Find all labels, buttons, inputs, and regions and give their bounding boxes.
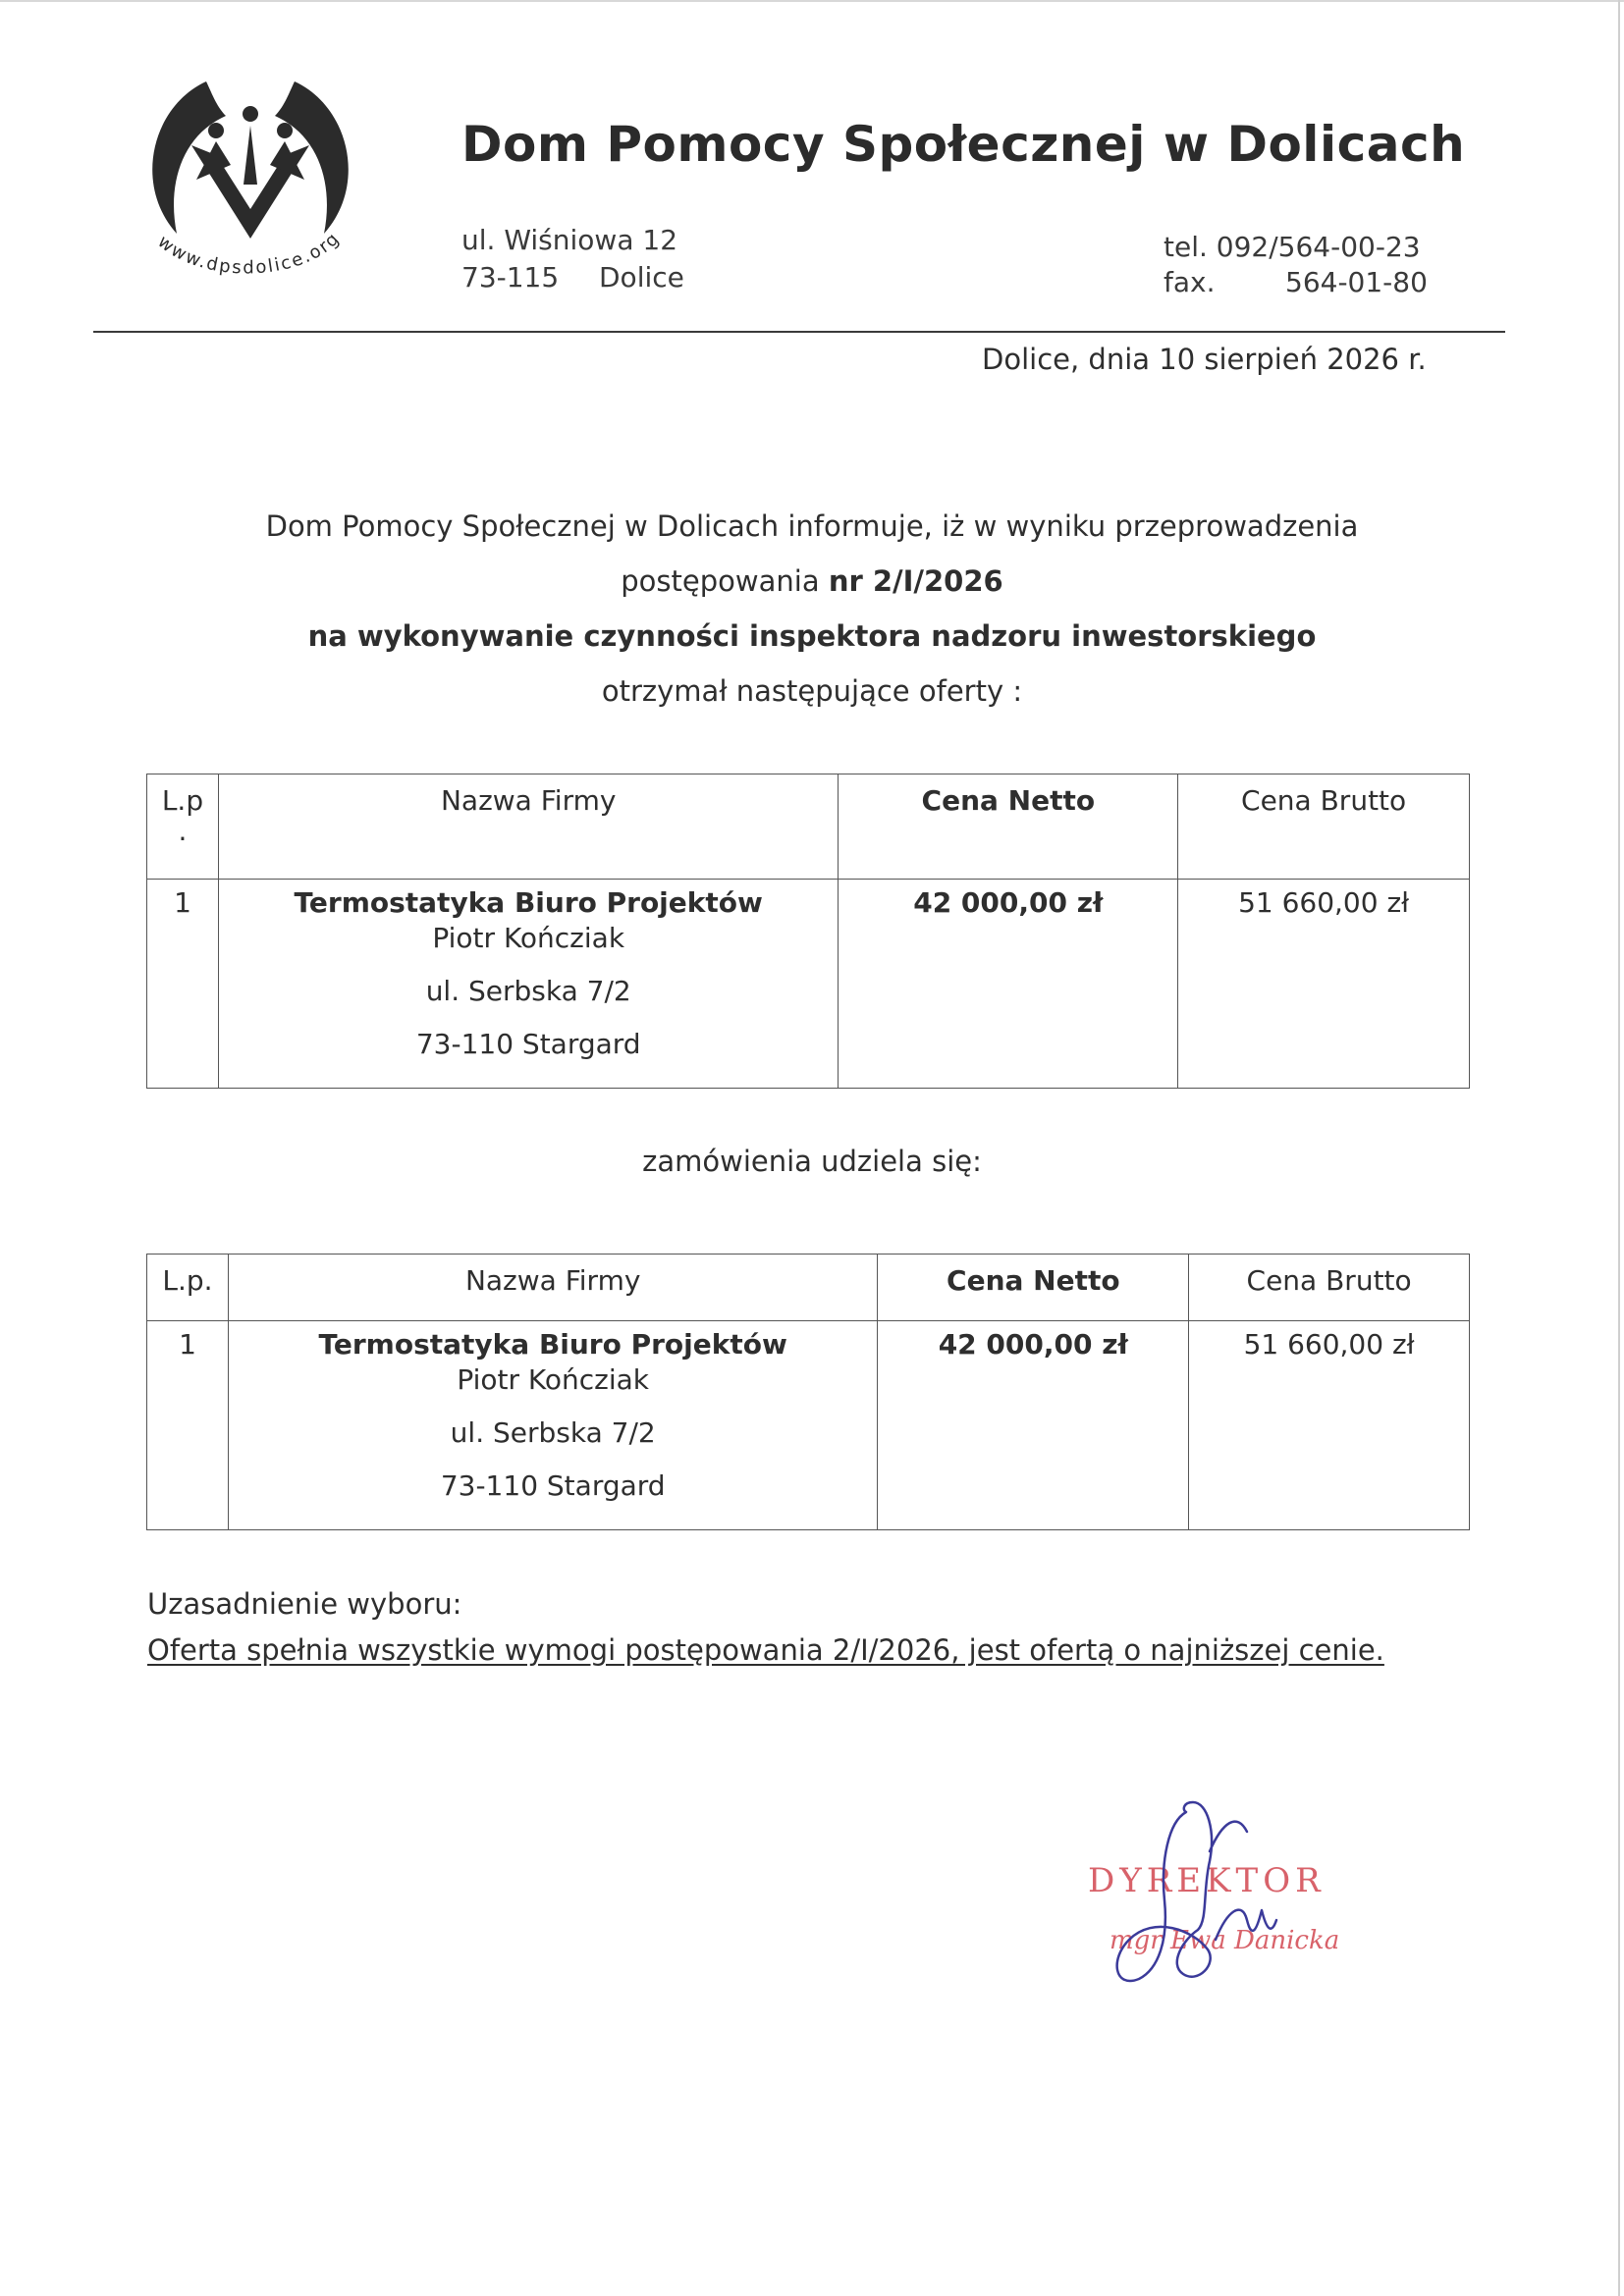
column-header-firm: Nazwa Firmy bbox=[228, 1255, 877, 1321]
organization-contact bbox=[1164, 230, 1428, 300]
address-city: Dolice bbox=[599, 261, 684, 294]
handwritten-signature bbox=[1100, 1792, 1335, 1999]
stamp-title: DYREKTOR bbox=[1088, 1861, 1326, 1900]
firm-street: ul. Serbska 7/2 bbox=[425, 975, 631, 1007]
tel-value: 092/564-00-23 bbox=[1216, 231, 1421, 263]
cell-brutto: 51 660,00 zł bbox=[1189, 1321, 1470, 1530]
intro-procedure-prefix: postępowania bbox=[621, 564, 829, 598]
organization-address bbox=[461, 222, 684, 296]
page-top-edge bbox=[0, 0, 1624, 2]
address-zip: 73-115 bbox=[461, 261, 560, 294]
firm-name: Termostatyka Biuro Projektów bbox=[294, 886, 763, 919]
cell-firm bbox=[228, 1321, 877, 1530]
column-header-brutto: Cena Brutto bbox=[1189, 1255, 1470, 1321]
cell-lp: 1 bbox=[147, 1321, 229, 1530]
offers-table bbox=[146, 774, 1470, 1089]
fax-value: 564-01-80 bbox=[1285, 266, 1428, 298]
column-header-netto: Cena Netto bbox=[839, 774, 1178, 880]
table-row bbox=[147, 880, 1470, 1089]
firm-name: Termostatyka Biuro Projektów bbox=[318, 1328, 787, 1361]
cell-netto: 42 000,00 zł bbox=[839, 880, 1178, 1089]
cell-netto: 42 000,00 zł bbox=[878, 1321, 1189, 1530]
tel-label: tel. bbox=[1164, 231, 1208, 263]
justification-body: Oferta spełnia wszystkie wymogi postępowania 2/I/2026, jest ofertą o najniższej cenie. bbox=[147, 1633, 1384, 1667]
column-header-netto: Cena Netto bbox=[878, 1255, 1189, 1321]
table-row bbox=[147, 1321, 1470, 1530]
column-header-lp: L.p. bbox=[147, 1255, 229, 1321]
logo-url-text: www.dpsdolice.org bbox=[153, 228, 345, 279]
award-intro-text: zamówienia udziela się: bbox=[642, 1145, 982, 1178]
firm-street: ul. Serbska 7/2 bbox=[450, 1416, 656, 1449]
intro-subject: na wykonywanie czynności inspektora nadzoru inwestorskiego bbox=[307, 619, 1317, 653]
address-street: ul. Wiśniowa 12 bbox=[461, 224, 678, 256]
intro-procedure-number: nr 2/I/2026 bbox=[828, 564, 1003, 598]
justification-section bbox=[147, 1584, 1424, 1677]
stamp-name: mgr Ewa Danicka bbox=[1110, 1926, 1340, 1955]
intro-paragraph bbox=[0, 499, 1624, 719]
dps-logo bbox=[137, 77, 363, 307]
firm-owner: Piotr Kończiak bbox=[432, 922, 625, 954]
table-header-row bbox=[147, 774, 1470, 880]
awarded-table bbox=[146, 1254, 1470, 1530]
document-date: Dolice, dnia 10 sierpień 2026 r. bbox=[982, 343, 1427, 376]
intro-line-1: Dom Pomocy Społecznej w Dolicach informuje, iż w wyniku przeprowadzenia bbox=[265, 509, 1359, 543]
firm-owner: Piotr Kończiak bbox=[457, 1363, 650, 1396]
header-divider bbox=[93, 331, 1505, 333]
cell-firm bbox=[218, 880, 839, 1089]
column-header-brutto: Cena Brutto bbox=[1178, 774, 1470, 880]
firm-city: 73-110 Stargard bbox=[415, 1028, 641, 1060]
fax-label: fax. bbox=[1164, 266, 1216, 298]
intro-line-4: otrzymał następujące oferty : bbox=[601, 674, 1023, 708]
firm-city: 73-110 Stargard bbox=[440, 1469, 666, 1502]
column-header-firm: Nazwa Firmy bbox=[218, 774, 839, 880]
cell-brutto: 51 660,00 zł bbox=[1178, 880, 1470, 1089]
organization-title: Dom Pomocy Społecznej w Dolicach bbox=[461, 116, 1466, 173]
justification-heading: Uzasadnienie wyboru: bbox=[147, 1587, 462, 1621]
cell-lp: 1 bbox=[147, 880, 219, 1089]
intro-line-2 bbox=[0, 554, 1624, 609]
column-header-lp: L.p . bbox=[147, 774, 219, 880]
table-header-row bbox=[147, 1255, 1470, 1321]
